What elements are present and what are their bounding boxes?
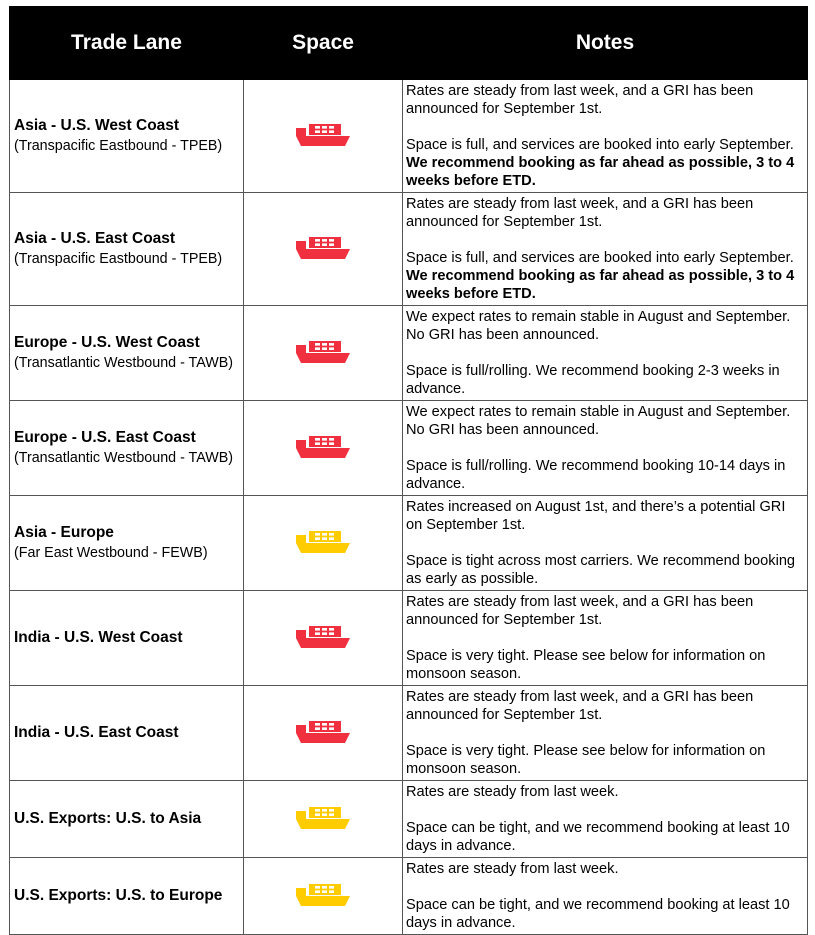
notes-cell xyxy=(403,591,808,686)
lane-subtitle: (Far East Westbound - FEWB) xyxy=(14,545,208,561)
space-cell xyxy=(244,401,403,496)
lane-name: India - U.S. West Coast xyxy=(14,629,183,646)
note-space: Space is full/rolling. We recommend booking 10-14 days in advance. xyxy=(406,458,786,492)
lane-name: U.S. Exports: U.S. to Europe xyxy=(14,887,223,904)
note-spacer xyxy=(406,724,804,742)
lane-subtitle: (Transatlantic Westbound - TAWB) xyxy=(14,355,234,371)
note-rates: We expect rates to remain stable in August and September. No GRI has been announced. xyxy=(406,309,791,343)
note-rates: Rates are steady from last week, and a GRI has been announced for September 1st. xyxy=(406,83,754,117)
space-cell xyxy=(244,80,403,193)
note-space: Space is full, and services are booked into early September. xyxy=(406,137,794,153)
trade-lane-cell xyxy=(10,80,244,193)
container-ship-icon xyxy=(295,237,351,261)
trade-lane-cell xyxy=(10,781,244,858)
note-rates: Rates are steady from last week, and a GRI has been announced for September 1st. xyxy=(406,594,754,628)
trade-lane-cell xyxy=(10,686,244,781)
table-row xyxy=(10,781,808,858)
container-ship-icon xyxy=(295,341,351,365)
note-rates: Rates are steady from last week, and a GRI has been announced for September 1st. xyxy=(406,689,754,723)
notes-cell xyxy=(403,80,808,193)
note-space: Space is full, and services are booked into early September. xyxy=(406,250,794,266)
space-cell xyxy=(244,858,403,935)
note-space: Space is tight across most carriers. We recommend booking as early as possible. xyxy=(406,553,796,587)
note-rates: Rates are steady from last week. xyxy=(406,784,619,800)
lane-subtitle: (Transatlantic Westbound - TAWB) xyxy=(14,450,234,466)
container-ship-icon xyxy=(295,436,351,460)
note-spacer xyxy=(406,439,804,457)
lane-subtitle: (Transpacific Eastbound - TPEB) xyxy=(14,251,223,267)
lane-name: U.S. Exports: U.S. to Asia xyxy=(14,810,202,827)
note-spacer xyxy=(406,534,804,552)
space-cell xyxy=(244,306,403,401)
space-cell xyxy=(244,591,403,686)
lane-subtitle: (Transpacific Eastbound - TPEB) xyxy=(14,138,223,154)
lane-name: India - U.S. East Coast xyxy=(14,724,179,741)
container-ship-icon xyxy=(295,721,351,745)
note-space: Space can be tight, and we recommend booking at least 10 days in advance. xyxy=(406,820,790,854)
note-spacer xyxy=(406,801,804,819)
header-row xyxy=(10,7,808,80)
note-rates: Rates are steady from last week, and a GRI has been announced for September 1st. xyxy=(406,196,754,230)
trade-lane-cell xyxy=(10,401,244,496)
container-ship-icon xyxy=(295,531,351,555)
header-space: Space xyxy=(244,7,403,80)
table-row xyxy=(10,306,808,401)
container-ship-icon xyxy=(295,807,351,831)
space-cell xyxy=(244,496,403,591)
header-trade-lane: Trade Lane xyxy=(10,7,244,80)
table-row xyxy=(10,591,808,686)
notes-cell xyxy=(403,193,808,306)
trade-lane-cell xyxy=(10,306,244,401)
container-ship-icon xyxy=(295,884,351,908)
notes-cell xyxy=(403,858,808,935)
lane-name: Asia - Europe xyxy=(14,524,114,541)
note-space: Space can be tight, and we recommend booking at least 10 days in advance. xyxy=(406,897,790,931)
trade-lane-cell xyxy=(10,496,244,591)
note-rates: We expect rates to remain stable in August and September. No GRI has been announced. xyxy=(406,404,791,438)
trade-lane-cell xyxy=(10,591,244,686)
container-ship-icon xyxy=(295,626,351,650)
table-row xyxy=(10,686,808,781)
lane-name: Asia - U.S. West Coast xyxy=(14,117,180,134)
notes-cell xyxy=(403,306,808,401)
lane-name: Europe - U.S. East Coast xyxy=(14,429,196,446)
note-spacer xyxy=(406,231,804,249)
notes-cell xyxy=(403,496,808,591)
note-spacer xyxy=(406,629,804,647)
lane-name: Asia - U.S. East Coast xyxy=(14,230,176,247)
notes-cell xyxy=(403,401,808,496)
note-space: Space is very tight. Please see below for information on monsoon season. xyxy=(406,648,766,682)
note-space: Space is very tight. Please see below for information on monsoon season. xyxy=(406,743,766,777)
space-cell xyxy=(244,781,403,858)
note-recommendation: We recommend booking as far ahead as possible, 3 to 4 weeks before ETD. xyxy=(406,268,795,302)
container-ship-icon xyxy=(295,124,351,148)
trade-lane-cell xyxy=(10,858,244,935)
lane-name: Europe - U.S. West Coast xyxy=(14,334,200,351)
space-cell xyxy=(244,686,403,781)
note-spacer xyxy=(406,344,804,362)
table-row xyxy=(10,858,808,935)
trade-lane-cell xyxy=(10,193,244,306)
table-row xyxy=(10,80,808,193)
note-spacer xyxy=(406,118,804,136)
table-row xyxy=(10,401,808,496)
note-rates: Rates are steady from last week. xyxy=(406,861,619,877)
header-notes: Notes xyxy=(403,7,808,80)
table-row xyxy=(10,496,808,591)
note-recommendation: We recommend booking as far ahead as possible, 3 to 4 weeks before ETD. xyxy=(406,155,795,189)
notes-cell xyxy=(403,686,808,781)
note-space: Space is full/rolling. We recommend booking 2-3 weeks in advance. xyxy=(406,363,780,397)
note-spacer xyxy=(406,878,804,896)
note-rates: Rates increased on August 1st, and there’s a potential GRI on September 1st. xyxy=(406,499,786,533)
space-cell xyxy=(244,193,403,306)
table-row xyxy=(10,193,808,306)
notes-cell xyxy=(403,781,808,858)
trade-lane-table xyxy=(9,6,808,935)
